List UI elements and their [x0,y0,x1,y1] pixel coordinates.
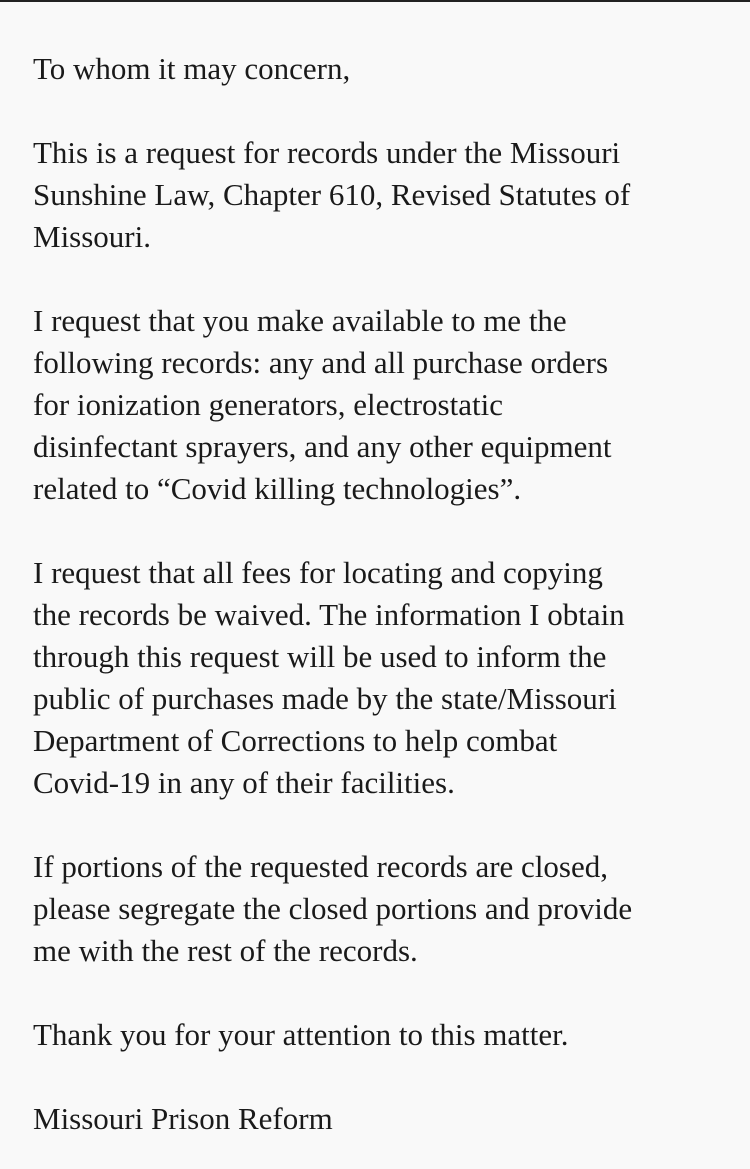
closing-line: Thank you for your attention to this matter. [33,1017,569,1052]
paragraph-fee-waiver: I request that all fees for locating and copying the records be waived. The information I obtain through this request will be used to inform the public of purchases made by the state/Missouri Department of Corrections to help combat Covid-19 in any of their facilities. [33,555,625,800]
letter-body [33,48,723,1140]
top-divider [0,0,750,2]
paragraph-request-intro: This is a request for records under the Missouri Sunshine Law, Chapter 610, Revised Statutes of Missouri. [33,135,631,254]
paragraph-closed-portions: If portions of the requested records are closed, please segregate the closed portions and provide me with the rest of the records. [33,849,633,968]
paragraph-records-requested: I request that you make available to me the following records: any and all purchase orders for ionization generators, electrostatic disinfectant sprayers, and any other equipment related to “Covid killing technologies”. [33,303,612,506]
signature: Missouri Prison Reform [33,1101,333,1136]
salutation: To whom it may concern, [33,51,351,86]
